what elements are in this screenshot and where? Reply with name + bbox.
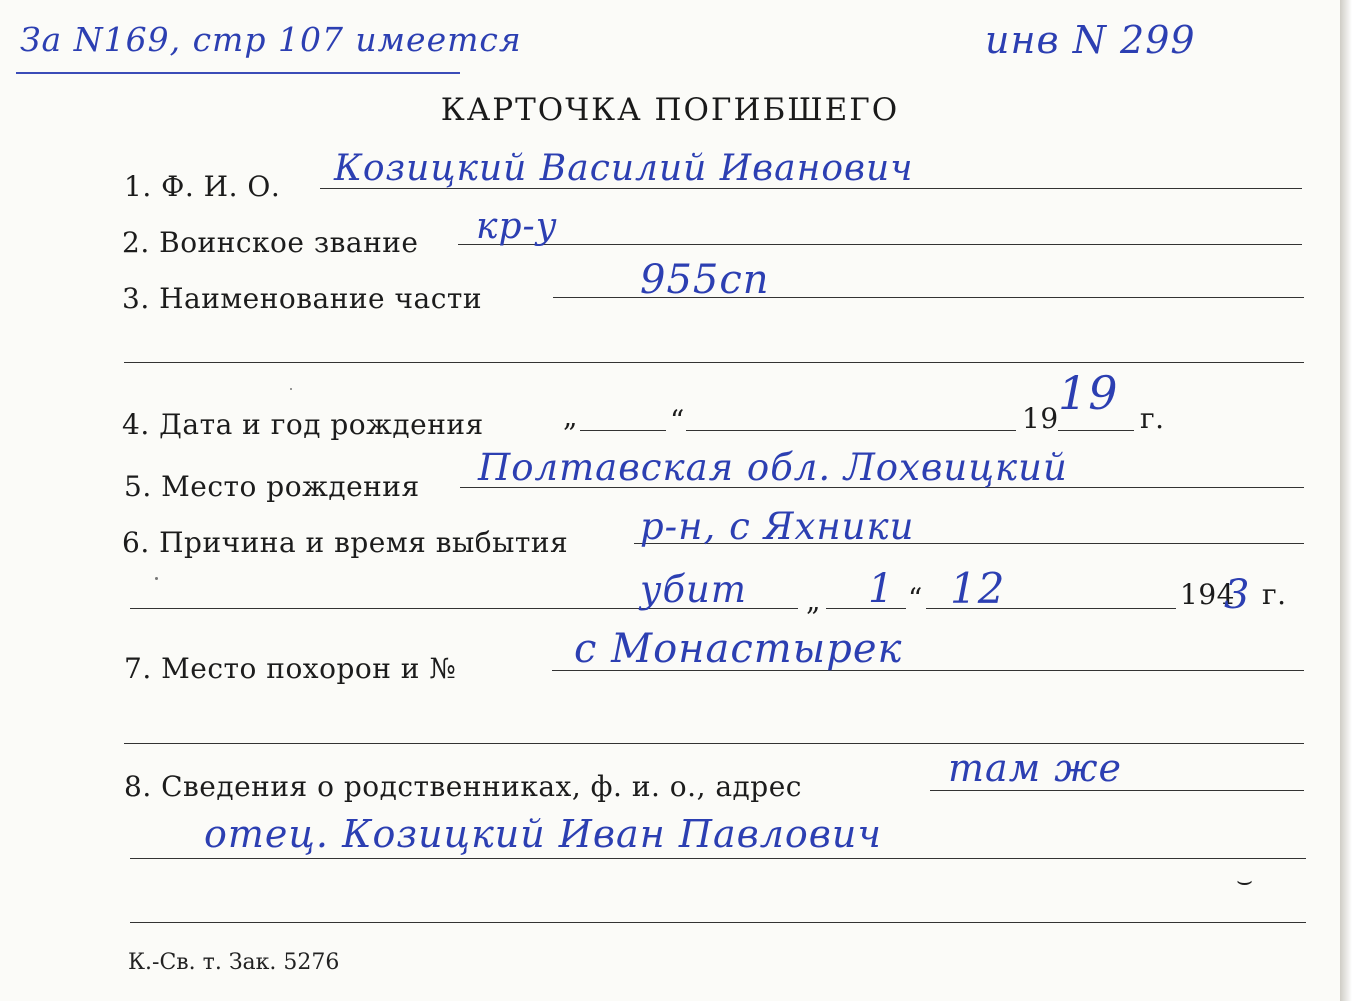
field-8-label: 8. Сведения о родственниках, ф. и. о., адрес <box>124 770 802 803</box>
print-footer: К.-Св. т. Зак. 5276 <box>128 950 340 975</box>
field-1-label: 1. Ф. И. О. <box>124 170 281 203</box>
field-2-label: 2. Воинское звание <box>122 226 419 259</box>
field-1-full-name: Козицкий Василий Иванович <box>334 148 914 189</box>
field-3-label: 3. Наименование части <box>122 282 483 315</box>
field-3-extra-line <box>124 362 1304 363</box>
inventory-number-note: инв N 299 <box>985 18 1196 62</box>
field-4-year-suffix: г. <box>1140 402 1165 435</box>
field-4-year-prefix: 19 <box>1022 402 1059 435</box>
field-6-year-printed: 194 <box>1180 578 1235 611</box>
field-4-month-line <box>686 430 1016 431</box>
card-title: КАРТОЧКА ПОГИБШЕГО <box>440 92 900 128</box>
field-6-death-month: 12 <box>950 564 1006 613</box>
field-7-extra-line <box>124 743 1304 744</box>
archive-reference-note: За N169, стр 107 имеется <box>20 20 522 59</box>
field-6-quote-close: “ <box>908 582 923 615</box>
field-2-military-rank: кр-у <box>476 206 558 247</box>
field-4-quote-close: “ <box>670 404 685 437</box>
field-6-label: 6. Причина и время выбытия <box>122 526 569 559</box>
field-4-year-line <box>1058 430 1134 431</box>
field-8-third-line <box>130 922 1306 923</box>
field-7-burial-place: с Монастырек <box>574 626 903 672</box>
field-2-line <box>458 244 1302 245</box>
field-3-unit-name: 955сп <box>640 257 770 303</box>
field-4-birth-year: 19 <box>1058 366 1119 420</box>
field-6-place-continued: р-н, с Яхники <box>640 505 915 548</box>
paper-speck <box>155 577 158 580</box>
small-mark: ⌣ <box>1236 866 1254 896</box>
field-6-death-day: 1 <box>868 566 895 612</box>
field-5-birthplace: Полтавская обл. Лохвицкий <box>478 446 1068 489</box>
field-5-label: 5. Место рождения <box>124 470 420 503</box>
archive-note-underline <box>16 72 460 74</box>
field-8-line <box>930 790 1304 791</box>
field-4-label: 4. Дата и год рождения <box>122 408 484 441</box>
field-6-cause: убит <box>640 568 747 611</box>
field-6-year-suffix: г. <box>1262 578 1287 611</box>
field-6-quote-open: „ <box>806 584 822 617</box>
field-8-relatives-name: отец. Козицкий Иван Павлович <box>204 812 883 856</box>
field-8-second-line <box>130 858 1306 859</box>
field-7-label: 7. Место похорон и № <box>124 652 457 685</box>
field-4-quote-open: „ <box>563 400 579 433</box>
field-8-relatives-address: там же <box>948 746 1122 790</box>
paper-speck <box>290 388 292 390</box>
field-6-year-digit: 3 <box>1224 572 1251 618</box>
field-4-day-line <box>580 430 666 431</box>
